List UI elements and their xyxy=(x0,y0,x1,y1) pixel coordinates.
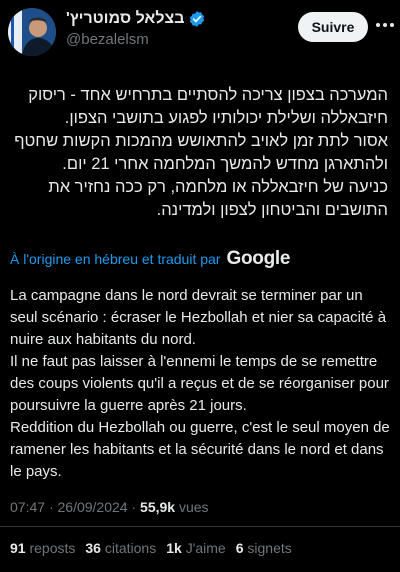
tweet-header xyxy=(0,0,400,60)
author-handle[interactable]: @bezalelsm xyxy=(66,31,149,48)
quotes-count: 36 xyxy=(85,540,101,556)
translated-paragraph: Il ne faut pas laisser à l'ennemi le temps de se remettre des coups violents qu'il a reçus et de se réorganiser pour poursuivre la guerre après 21 jours. xyxy=(10,353,389,414)
original-tweet-text xyxy=(10,84,388,222)
follow-button[interactable]: Suivre xyxy=(298,12,368,42)
avatar[interactable] xyxy=(8,8,56,56)
translation-label[interactable]: À l'origine en hébreu et traduit par xyxy=(10,251,221,267)
reposts-stat[interactable] xyxy=(10,540,75,556)
views-label: vues xyxy=(178,499,209,515)
reposts-label: reposts xyxy=(29,540,76,556)
verified-badge-icon xyxy=(188,10,206,28)
bookmarks-label: signets xyxy=(247,540,292,556)
translation-attribution[interactable] xyxy=(10,248,290,270)
engagement-stats xyxy=(10,540,292,556)
more-options-icon[interactable] xyxy=(374,14,396,36)
views-count: 55,9k xyxy=(140,499,176,515)
original-paragraph: אסור לתת זמן לאויב להתאושש מהמכות הקשות שחטף ולהתארגן מחדש להמשך המלחמה אחרי 21 יום. xyxy=(14,132,388,173)
quotes-stat[interactable] xyxy=(85,540,156,556)
author-display-name[interactable]: בצלאל סמוטריץ' xyxy=(66,10,185,27)
bookmarks-stat[interactable] xyxy=(236,540,292,556)
bookmarks-count: 6 xyxy=(235,540,244,556)
quotes-label: citations xyxy=(104,540,157,556)
author-names[interactable] xyxy=(66,10,206,48)
google-logo: Google xyxy=(226,248,291,269)
original-paragraph: המערכה בצפון צריכה להסתיים בתרחיש אחד - ריסוק חיזבאללה ושלילת יכולותיו לפגוע בתושבי הצפון. xyxy=(28,86,388,127)
tweet-date[interactable]: 26/09/2024 xyxy=(57,499,128,515)
likes-count: 1k xyxy=(166,540,182,556)
tweet-meta xyxy=(10,499,209,515)
translated-tweet-text xyxy=(10,285,392,483)
reposts-count: 91 xyxy=(10,540,26,556)
divider xyxy=(0,526,400,527)
original-paragraph: כניעה של חיזבאללה או מלחמה, רק ככה נחזיר את התושבים והביטחון לצפון ולמדינה. xyxy=(48,178,388,219)
tweet-time[interactable]: 07:47 xyxy=(10,499,46,515)
translated-paragraph: Reddition du Hezbollah ou guerre, c'est le seul moyen de ramener les habitants et la sécurité dans le nord et dans le pays. xyxy=(10,419,390,480)
likes-stat[interactable] xyxy=(166,540,226,556)
meta-separator: · xyxy=(48,499,58,515)
meta-separator: · xyxy=(131,499,141,515)
translated-paragraph: La campagne dans le nord devrait se terminer par un seul scénario : écraser le Hezbollah et nier sa capacité à nuire aux habitants du nord. xyxy=(10,287,387,348)
likes-label: J'aime xyxy=(185,540,226,556)
